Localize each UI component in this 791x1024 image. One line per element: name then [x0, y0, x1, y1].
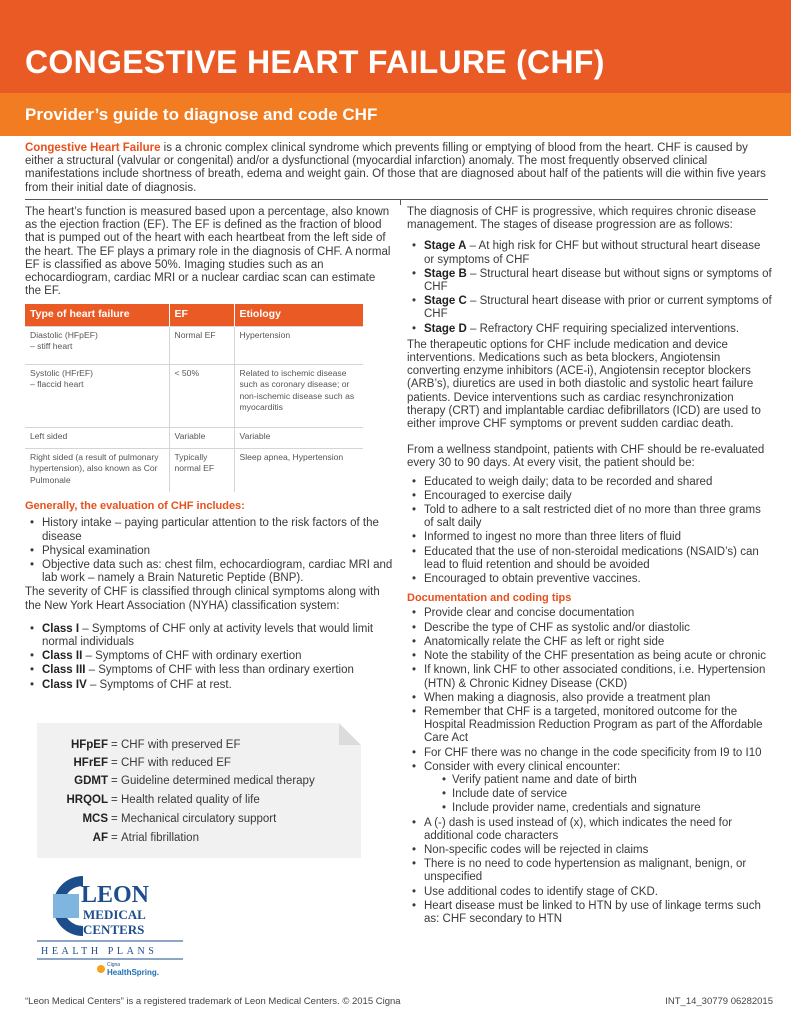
abbreviation-row [37, 832, 361, 847]
abbreviation-row [37, 757, 361, 772]
abbreviation: MCS [82, 813, 108, 825]
list-item: • Remember that CHF is a targeted, monitored outcome for the Hospital Readmission Reduction Program as part of the Affordable Care Act [407, 706, 772, 746]
table-cell-line: – stiff heart [30, 341, 73, 352]
abbreviation-meaning: Health related quality of life [121, 794, 260, 806]
list-item: • Educated that the use of non-steroidal medications (NSAID’s) can lead to fluid retention and should be avoided [407, 546, 772, 572]
list-item [407, 323, 772, 336]
stage-text: – Refractory CHF requiring specialized interventions. [466, 322, 740, 335]
leon-medical-centers-logo [37, 872, 197, 982]
equals-sign: = [111, 757, 118, 769]
table-header: Type of heart failure [25, 304, 169, 326]
table-cell-line: Systolic (HFrEF) [30, 367, 94, 378]
intro-keyword: Congestive Heart Failure [25, 142, 161, 154]
list-item: • Include provider name, credentials and signature [440, 802, 772, 815]
table-row [25, 364, 363, 427]
list-item: • Physical examination [25, 545, 393, 558]
list-item [25, 623, 393, 649]
list-item: • Informed to ingest no more than three liters of fluid [407, 531, 772, 544]
logo-medical: MEDICAL [83, 907, 146, 922]
page-subtitle: Provider’s guide to diagnose and code CHF [25, 105, 378, 124]
list-item: • Heart disease must be linked to HTN by use of linkage terms such as: CHF secondary to HTN [407, 900, 772, 926]
list-item: • There is no need to code hypertension as malignant, benign, or unspecified [407, 858, 772, 884]
table-cell [25, 364, 169, 427]
column-divider [400, 199, 401, 205]
abbreviation: AF [92, 832, 108, 844]
abbreviation-meaning: Mechanical circulatory support [121, 813, 277, 825]
abbreviation-meaning: Guideline determined medical therapy [121, 775, 315, 787]
abbreviation: GDMT [74, 775, 108, 787]
equals-sign: = [111, 775, 118, 787]
abbreviation-meaning: CHF with reduced EF [121, 757, 231, 769]
equals-sign: = [111, 739, 118, 751]
stage-text: – At high risk for CHF but without structural heart disease or symptoms of CHF [424, 240, 761, 266]
table-cell: Hypertension [234, 326, 363, 364]
logo-centers: CENTERS [83, 922, 145, 937]
equals-sign: = [111, 813, 118, 825]
logo-graphic [37, 872, 197, 982]
stage-text: – Structural heart disease with prior or current symptoms of CHF [424, 295, 772, 321]
abbreviations-box [37, 723, 361, 858]
list-item [25, 679, 393, 692]
abbreviation-meaning: CHF with preserved EF [121, 739, 241, 751]
list-item: • Educated to weigh daily; data to be recorded and shared [407, 476, 772, 489]
subtitle-bar [0, 93, 791, 136]
list-item: • Anatomically relate the CHF as left or right side [407, 636, 772, 649]
abbreviation-row [37, 739, 361, 754]
intro-text: is a chronic complex clinical syndrome which prevents filling or emptying of blood from the heart. CHF is caused by either a structural (valvular or congenital) and/or a dysfunctional (myocardial infarction) anomaly. The most frequently observed clinical manifestations include shortness of breath, edema and weight gain. Of those that are diagnosed about half of the patients will die within five years from their initial date of diagnosis. [25, 142, 766, 194]
evaluation-list [25, 517, 393, 585]
wellness-paragraph: From a wellness standpoint, patients with CHF should be re-evaluated every 30 to 90 days. At every visit, the patient should be: [407, 444, 765, 470]
class-text: – Symptoms of CHF at rest. [86, 678, 232, 691]
equals-sign: = [111, 794, 118, 806]
stage-label: Stage A [424, 240, 467, 253]
table-cell [25, 326, 169, 364]
list-item [25, 664, 393, 677]
equals-sign: = [111, 832, 118, 844]
table-cell: Typically normal EF [169, 448, 234, 492]
table-cell: Sleep apnea, Hypertension [234, 448, 363, 492]
table-cell: Variable [169, 427, 234, 448]
table-cell: Right sided (a result of pulmonary hypertension), also known as Cor Pulmonale [25, 448, 169, 492]
abbreviation-row [37, 794, 361, 809]
class-text: – Symptoms of CHF with less than ordinary exertion [85, 664, 354, 677]
list-item: • Told to adhere to a salt restricted diet of no more than three grams of salt daily [407, 504, 772, 530]
table-header: Etiology [234, 304, 363, 326]
divider [25, 199, 768, 200]
stage-label: Stage C [424, 295, 467, 308]
list-item [407, 295, 772, 321]
abbreviation-row [37, 813, 361, 828]
table-cell-line: Diastolic (HFpEF) [30, 329, 98, 340]
page-title: CONGESTIVE HEART FAILURE (CHF) [25, 44, 605, 80]
stage-label: Stage B [424, 267, 467, 280]
list-item: • When making a diagnosis, also provide a treatment plan [407, 692, 772, 705]
right-column [407, 206, 772, 927]
nyha-paragraph: The severity of CHF is classified through clinical symptoms along with the New York Heart Association (NYHA) classification system: [25, 586, 380, 612]
list-item: • Encouraged to exercise daily [407, 490, 772, 503]
list-item [407, 268, 772, 294]
table-cell: Left sided [25, 427, 169, 448]
abbreviation-row [37, 775, 361, 790]
therapy-paragraph: The therapeutic options for CHF include medication and device interventions. Medications such as beta blockers, Angiotensin converting enzyme inhibitors (ACE-i), Angiotensin receptor blockers (ARB’s), diuretics are used in both diastolic and systolic heart failure patients. Device interventions such as cardiac resynchronization therapy (CRT) and implantable cardiac defibrillators (ICD) are used to either improve CHF symptoms or prevent sudden cardiac death. [407, 338, 761, 431]
nyha-class-list [25, 623, 393, 692]
table-cell: Variable [234, 427, 363, 448]
intro-paragraph [25, 142, 768, 195]
heart-failure-table [25, 304, 363, 492]
trademark-footer: “Leon Medical Centers” is a registered trademark of Leon Medical Centers. © 2015 Cigna [25, 996, 401, 1007]
logo-leon: LEON [81, 882, 150, 908]
logo-cigna: Cigna [107, 962, 121, 968]
logo-healthspring: HealthSpring. [107, 968, 160, 977]
stage-label: Stage D [424, 322, 467, 335]
list-item: • History intake – paying particular attention to the risk factors of the disease [25, 517, 393, 543]
ef-paragraph: The heart’s function is measured based upon a percentage, also known as the ejection fraction (EF). The EF is defined as the fraction of blood that is pumped out of the heart with each heartbeat from the left side of the heart. The EF plays a primary role in the diagnosis of CHF. A normal EF is classified as above 50%. Imaging studies such as an echocardiogram, cardiac MRI or a nuclear cardiac scan can estimate the EF. [25, 206, 391, 298]
table-row [25, 326, 363, 364]
table-cell: < 50% [169, 364, 234, 427]
cigna-tree-icon [97, 965, 105, 973]
documentation-heading: Documentation and coding tips [407, 592, 572, 605]
class-label: Class I [42, 622, 80, 635]
list-item: • Describe the type of CHF as systolic and/or diastolic [407, 622, 772, 635]
class-label: Class II [42, 650, 83, 663]
left-column [25, 206, 393, 693]
title-banner [0, 0, 791, 93]
list-item: • Encouraged to obtain preventive vaccines. [407, 573, 772, 586]
table-cell: Normal EF [169, 326, 234, 364]
table-header: EF [169, 304, 234, 326]
evaluation-heading: Generally, the evaluation of CHF includes: [25, 500, 245, 513]
wellness-list [407, 476, 772, 587]
list-item: • A (-) dash is used instead of (x), which indicates the need for additional code characters [407, 817, 772, 843]
encounter-sublist [440, 774, 772, 816]
table-row [25, 427, 363, 448]
list-item: • Objective data such as: chest film, echocardiogram, cardiac MRI and lab work – namely a Brain Naturetic Peptide (BNP). [25, 559, 393, 585]
abbreviation-meaning: Atrial fibrillation [121, 832, 199, 844]
list-item: • Provide clear and concise documentation [407, 607, 772, 620]
list-item [25, 650, 393, 663]
list-item: • Use additional codes to identify stage of CKD. [407, 886, 772, 899]
class-text: – Symptoms of CHF only at activity levels that would limit normal individuals [42, 622, 374, 648]
table-row [25, 448, 363, 492]
list-item: • Verify patient name and date of birth [440, 774, 772, 787]
abbreviation: HFpEF [70, 739, 108, 751]
class-label: Class III [42, 664, 86, 677]
stages-intro: The diagnosis of CHF is progressive, which requires chronic disease management. The stages of disease progression are as follows: [407, 206, 756, 232]
list-item: • Note the stability of the CHF presentation as being acute or chronic [407, 650, 772, 663]
encounter-lead: Consider with every clinical encounter: [424, 760, 621, 773]
table-cell: Related to ischemic disease such as coronary disease; or non-ischemic disease such as myocarditis [234, 364, 363, 427]
logo-health-plans: HEALTH PLANS [41, 946, 158, 957]
table-cell-line: – flaccid heart [30, 379, 84, 390]
stages-list [407, 240, 772, 335]
document-code: INT_14_30779 06282015 [665, 996, 773, 1007]
list-item: • Non-specific codes will be rejected in claims [407, 844, 772, 857]
list-item [407, 240, 772, 266]
logo-cross-icon [53, 894, 79, 918]
list-item: • Include date of service [440, 788, 772, 801]
abbreviation: HRQOL [66, 794, 108, 806]
list-item: • For CHF there was no change in the code specificity from I9 to I10 [407, 747, 772, 760]
documentation-list [407, 607, 772, 926]
stage-text: – Structural heart disease but without signs or symptoms of CHF [424, 267, 772, 294]
list-item [407, 761, 772, 816]
abbreviation: HFrEF [73, 757, 108, 769]
list-item: • If known, link CHF to other associated conditions, i.e. Hypertension (HTN) & Chronic Kidney Disease (CKD) [407, 664, 772, 690]
class-label: Class IV [42, 678, 87, 691]
class-text: – Symptoms of CHF with ordinary exertion [82, 650, 302, 663]
